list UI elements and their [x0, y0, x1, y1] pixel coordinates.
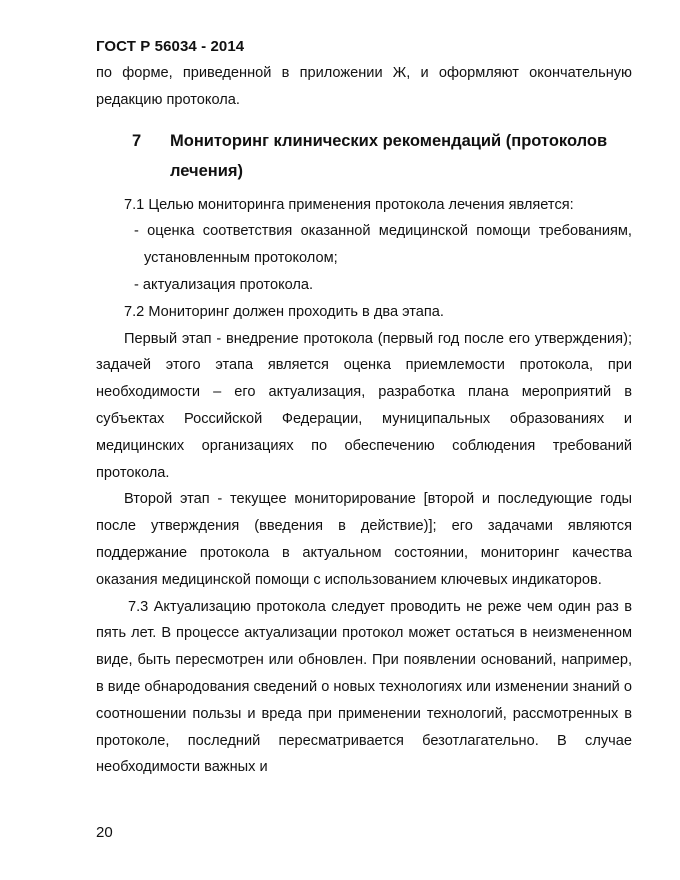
section-heading [96, 126, 632, 186]
clause-7-3: 7.3 Актуализацию протокола следует проводить не реже чем один раз в пять лет. В процессе актуализации протокол может остаться в неизмененном виде, быть пересмотрен или обновлен. При появлении оснований, например, в виде обнародования сведений о новых технологиях или изменении знаний о соотношении пользы и вреда при применении технологий, рассмотренных в протоколе, последний пересматривается безотлагательно. В случае необходимости важных и [96, 598, 632, 776]
section-number: 7 [132, 131, 142, 150]
lead-paragraph: по форме, приведенной в приложении Ж, и оформляют окончательную редакцию протокола. [96, 65, 632, 108]
document-body [96, 60, 632, 781]
paragraph-first-stage: Первый этап - внедрение протокола (первый год после его утверждения); задачей этого этапа является оценка приемлемости протокола, при необходимости – его актуализация, разработка плана мероприятий в субъектах Российской Федерации, муниципальных образованиях и медицинских организациях по обеспечению соблюдения требований протокола. [96, 330, 632, 481]
clause-7-2: 7.2 Мониторинг должен проходить в два этапа. [124, 303, 444, 320]
paragraph-second-stage: Второй этап - текущее мониторирование [второй и последующие годы после утверждения (введения в действие)]; его задачами являются поддержание протокола в актуальном состоянии, мониторинг качества оказания медицинской помощи с использованием ключевых индикаторов. [96, 491, 632, 588]
section-title: Мониторинг клинических рекомендаций (протоколов лечения) [170, 131, 608, 180]
clause-7-1: 7.1 Целью мониторинга применения протокола лечения является: [124, 196, 574, 213]
list-item-update: - актуализация протокола. [134, 276, 314, 293]
list-item-assessment: - оценка соответствия оказанной медицинской помощи требованиям, установленным протоколом; [134, 223, 632, 267]
page-number: 20 [96, 824, 113, 841]
document-code-header: ГОСТ Р 56034 - 2014 [96, 38, 245, 55]
